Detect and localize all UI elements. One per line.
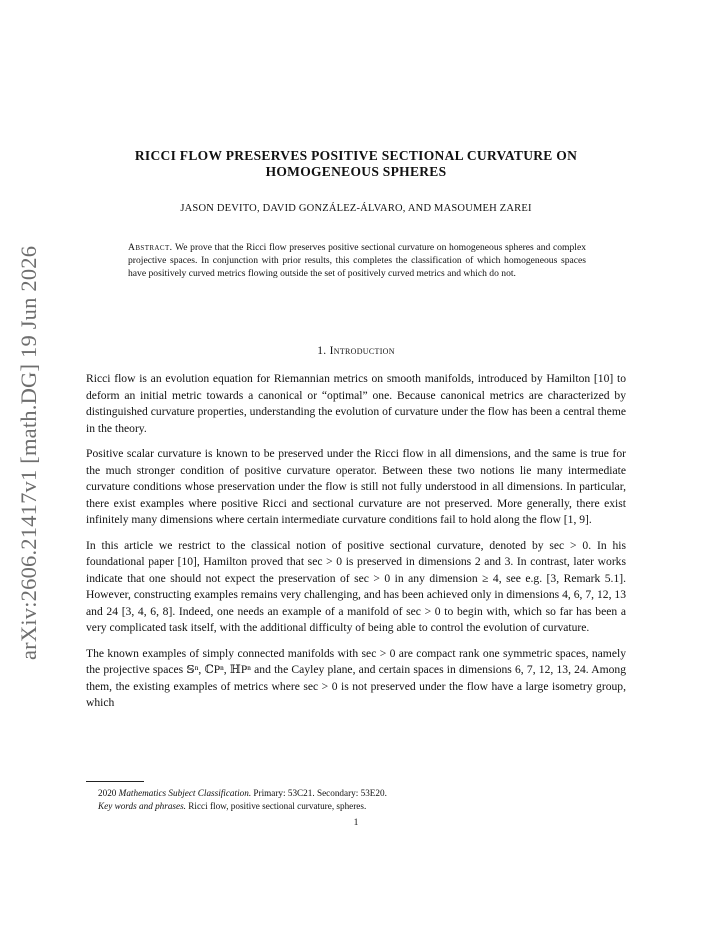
page-number: 1 <box>353 817 359 828</box>
abstract-text: We prove that the Ricci flow preserves positive sectional curvature on homogeneous spheres and complex projective spaces. In conjunction with prior results, this completes the classification of which homogeneous spaces have positively curved metrics flowing outside the set of positively curved metrics and which do not. <box>128 242 586 280</box>
msc-text: Primary: 53C21. Secondary: 53E20. <box>253 788 387 798</box>
keywords-label: Key words and phrases. <box>98 801 186 812</box>
paragraph: The known examples of simply connected manifolds with sec > 0 are compact rank one symmetric spaces, namely the projective spaces 𝕊ⁿ, ℂPⁿ, ℍPⁿ and the Cayley plane, and certain spaces in dimensions 6, 7, 12, 13, 24. Among them, the existing examples of metrics where sec > 0 is not preserved under the flow have a large isometry group, which <box>86 646 626 709</box>
paragraph: In this article we restrict to the classical notion of positive sectional curvature, denoted by sec > 0. In his foundational paper [10], Hamilton proved that sec > 0 is preserved in dimensions 2 and 3. In contrast, later works indicate that one should not expect the preservation of sec > 0 in any dimension ≥ 4, see e.g. [3, Remark 5.1]. However, constructing examples remains very challenging, and has been achieved only in dimensions 4, 6, 7, 12, 13 and 24 [3, 4, 6, 8]. Indeed, one needs an example of a manifold of sec > 0 to begin with, which so far has been a very complicated task itself, with the additional difficulty of being able to control the evolution of curvature. <box>86 538 626 634</box>
abstract <box>128 241 586 280</box>
paragraph: Ricci flow is an evolution equation for Riemannian metrics on smooth manifolds, introduced by Hamilton [10] to deform an initial metric towards a canonical or “optimal” one. Because canonical metrics are characterized by distinguished curvature properties, understanding the evolution of curvature under the flow has been a central theme in the theory. <box>86 372 626 435</box>
arxiv-identifier-stamp: arXiv:2606.21417v1 [math.DG] 19 Jun 2026 <box>16 245 41 660</box>
paper-title <box>86 148 626 180</box>
abstract-label: Abstract. <box>128 242 173 253</box>
footnotes <box>86 787 626 814</box>
section-number: 1. <box>317 345 327 357</box>
msc-footnote <box>86 787 626 800</box>
paragraph: Positive scalar curvature is known to be preserved under the Ricci flow in all dimensions, and the same is true for the much stronger condition of positive curvature operator. Between these two notions lie many intermediate curvature conditions whose preservation under the flow is still not fully understood in all dimensions. In particular, there exist examples where positive Ricci and sectional curvature are not preserved. More generally, there exist infinitely many dimensions where certain intermediate curvature conditions fail to hold along the flow [1, 9]. <box>86 447 626 526</box>
title-line-2: HOMOGENEOUS SPHERES <box>265 164 447 179</box>
section-heading <box>86 345 626 357</box>
body-text <box>86 371 626 721</box>
msc-label: Mathematics Subject Classification. <box>118 788 252 798</box>
keywords-text: Ricci flow, positive sectional curvature, spheres. <box>188 801 367 812</box>
section-title: Introduction <box>329 345 395 357</box>
footnote-rule <box>86 781 144 782</box>
keywords-footnote <box>86 800 626 813</box>
author-list: JASON DEVITO, DAVID GONZÁLEZ-ÁLVARO, AND MASOUMEH ZAREI <box>180 203 532 214</box>
title-line-1: RICCI FLOW PRESERVES POSITIVE SECTIONAL CURVATURE ON <box>134 148 578 163</box>
msc-year: 2020 <box>98 788 117 798</box>
